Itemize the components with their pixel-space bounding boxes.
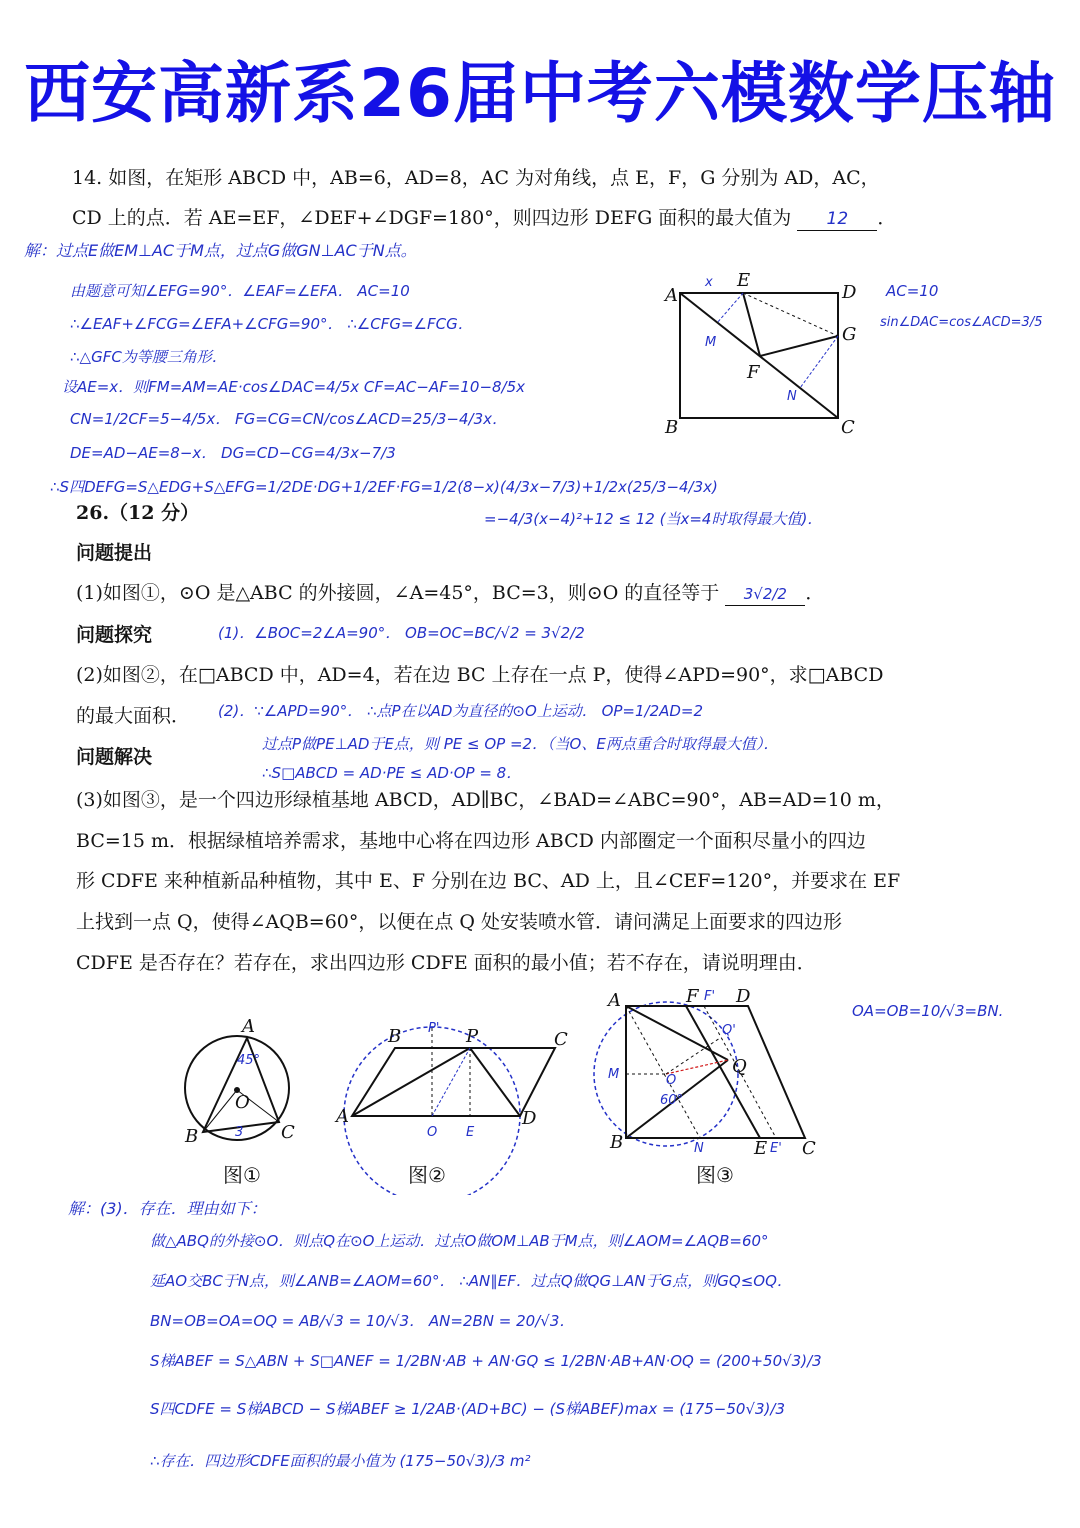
q14-line-2 [72, 205, 896, 231]
q26-sol-line-4: BN=OB=OA=OQ = AB/√3 = 10/√3． AN=2BN = 20/√3． [150, 1312, 575, 1330]
q14-sol-line-2: 由题意可知∠EFG=90°．∠EAF=∠EFA． AC=10 [70, 282, 410, 300]
q26-sol-line-5: S梯ABEF = S△ABN + S□ANEF = 1/2BN·AB + AN·GQ ≤ 1/2BN·AB+AN·OQ = (200+50√3)/3 [150, 1352, 822, 1370]
fig2-pd [470, 1048, 520, 1116]
q14-sol-line-3: ∴∠EAF+∠FCG=∠EFA+∠CFG=90°． ∴∠CFG=∠FCG． [70, 315, 473, 333]
q26-header: 26.（12 分） [76, 502, 200, 524]
q26-section-2: 问题探究 [76, 624, 153, 646]
fig14-label-x: x [705, 275, 713, 290]
q14-sol-line-7: DE=AD−AE=8−x． DG=CD−CG=4/3x−7/3 [70, 444, 396, 462]
fig2-ap [352, 1048, 470, 1116]
q26-part3-line-2: BC=15 m．根据绿植培养需求，基地中心将在四边形 ABCD 内部圈定一个面积尽量小的四边 [76, 830, 866, 852]
fig14-segment-ef [743, 293, 760, 356]
fig1-label-o: O [235, 1092, 250, 1113]
fig14-label-e: E [737, 270, 751, 291]
fig14-label-g: G [842, 324, 857, 345]
fig3-label-c: C [802, 1138, 816, 1159]
fig1-label-c: C [281, 1122, 295, 1143]
q14-sol-line-9: =−4/3(x−4)²+12 ≤ 12 (当x=4时取得最大值)． [484, 510, 823, 528]
q14-sol-line-5: 设AE=x．则FM=AM=AE·cos∠DAC=4/5x CF=AC−AF=10−8/5x [62, 378, 526, 396]
q14-line-2-text: CD 上的点．若 AE=EF，∠DEF+∠DGF=180°，则四边形 DEFG 面积的最大值为 [72, 207, 792, 229]
fig3-label-f: F [686, 988, 699, 1007]
fig3-label-e: E [754, 1138, 768, 1159]
q26-section-1: 问题提出 [76, 542, 153, 564]
q26-part3-line-3: 形 CDFE 来种植新品种植物，其中 E、F 分别在边 BC、AD 上，且∠CEF=120°，并要求在 EF [76, 870, 901, 892]
fig14-label-m: M [705, 335, 717, 350]
q14-line-1: 14. 如图，在矩形 ABCD 中，AB=6，AD=8，AC 为对角线，点 E，F，G 分别为 AD，AC， [72, 167, 880, 189]
q14-sol-line-6: CN=1/2CF=5−4/5x． FG=CG=CN/cos∠ACD=25/3−4/3x． [70, 410, 508, 428]
q26-part2-work-3: ∴S□ABCD = AD·PE ≤ AD·OP = 8． [262, 764, 522, 782]
fig3-diagram [590, 988, 830, 1193]
fig3-label-e-prime: E' [770, 1141, 782, 1156]
fig14-segment-eg [743, 293, 838, 336]
fig3-label-o: O [666, 1073, 677, 1088]
fig14-label-d: D [842, 282, 857, 303]
q26-part1-text: (1)如图①，⊙O 是△ABC 的外接圆，∠A=45°，BC=3，则⊙O 的直径等于 [76, 582, 720, 604]
q26-part1 [76, 580, 824, 606]
fig1-label-a: A [242, 1016, 255, 1037]
fig1-label-angle: 45° [237, 1053, 261, 1068]
q26-part2-line-2: 的最大面积． [76, 705, 191, 727]
q26-part1-end: ． [805, 582, 825, 604]
q26-sol-line-2: 做△ABQ的外接⊙O．则点Q在⊙O上运动．过点O做OM⊥AB于M点，则∠AOM=∠AQB=60° [150, 1232, 769, 1250]
q26-part2-work-2: 过点P做PE⊥AD于E点，则 PE ≤ OP =2．（当O、E两点重合时取得最大值）． [262, 735, 779, 753]
fig14-em [717, 293, 743, 323]
fig3-label-angle: 60° [660, 1093, 684, 1108]
fig2-label-e: E [466, 1125, 475, 1140]
fig14-diagram [655, 268, 870, 448]
fig3-label-q: Q [732, 1056, 747, 1077]
fig1-label-b: B [185, 1126, 199, 1147]
fig3-label-m: M [608, 1067, 620, 1082]
q26-sol-line-6: S四CDFE = S梯ABCD − S梯ABEF ≥ 1/2AB·(AD+BC) − (S梯ABEF)max = (175−50√3)/3 [150, 1400, 786, 1418]
fig3-label-b: B [610, 1132, 624, 1153]
fig2-label-p-prime: P' [428, 1021, 440, 1036]
fig14-note-sin: sin∠DAC=cos∠ACD=3/5 [880, 315, 1043, 330]
q26-part3-line-5: CDFE 是否存在？若存在，求出四边形 CDFE 面积的最小值；若不存在，请说明理由． [76, 952, 816, 974]
fig1-diagram [175, 1010, 315, 1190]
fig2-label-p: P [466, 1026, 479, 1047]
fig3-label-a: A [608, 990, 621, 1011]
fig3-caption: 图③ [696, 1163, 734, 1187]
q26-sol-line-1: 解：(3)．存在．理由如下： [68, 1199, 267, 1218]
fig3-label-n: N [694, 1141, 704, 1156]
fig2-label-d: D [522, 1108, 537, 1129]
fig2-diagram [330, 1010, 570, 1195]
fig2-label-o: O [427, 1125, 438, 1140]
q14-sol-line-4: ∴△GFC为等腰三角形． [70, 348, 227, 366]
fig14-label-b: B [665, 417, 679, 438]
fig14-label-f: F [747, 362, 760, 383]
q26-part2-work-1: (2)．∵∠APD=90°． ∴点P在以AD为直径的⊙O上运动． OP=1/2AD=2 [218, 702, 704, 720]
fig14-label-a: A [665, 285, 678, 306]
fig1-label-bc: 3 [235, 1125, 244, 1140]
fig1-caption: 图① [223, 1163, 261, 1187]
fig2-label-b: B [388, 1026, 402, 1047]
fig3-note: OA=OB=10/√3=BN. [852, 1002, 1004, 1020]
q26-sol-line-3: 延AO交BC于N点，则∠ANB=∠AOM=60°． ∴AN∥EF．过点Q做QG⊥AN于G点，则GQ≤OQ． [150, 1272, 792, 1290]
q26-sol-line-7: ∴存在．四边形CDFE面积的最小值为 (175−50√3)/3 m² [150, 1452, 531, 1470]
q26-part1-answer: 3√2/2 [725, 583, 805, 606]
fig14-segment-fg [760, 336, 838, 356]
q26-part1-work: (1)．∠BOC=2∠A=90°． OB=OC=BC/√2 = 3√2/2 [218, 624, 585, 642]
fig2-caption: 图② [408, 1163, 446, 1187]
page-title: 西安高新系26届中考六模数学压轴 [24, 55, 1056, 132]
q14-answer: 12 [797, 208, 877, 231]
fig2-label-a: A [336, 1106, 349, 1127]
fig14-label-c: C [841, 417, 855, 438]
q26-section-3: 问题解决 [76, 746, 153, 768]
q26-part2-line-1: (2)如图②，在□ABCD 中，AD=4，若在边 BC 上存在一点 P，使得∠APD=90°，求□ABCD [76, 664, 884, 686]
fig14-note-ac: AC=10 [886, 282, 939, 300]
q26-part3-line-4: 上找到一点 Q，使得∠AQB=60°，以便在点 Q 处安装喷水管．请问满足上面要求的四边形 [76, 911, 843, 933]
q14-sol-line-1: 解：过点E做EM⊥AC于M点，过点G做GN⊥AC于N点。 [24, 241, 417, 260]
fig3-oq-prime [666, 1038, 720, 1074]
fig2-label-c: C [554, 1029, 568, 1050]
q14-sol-line-8: ∴S四DEFG=S△EDG+S△EFG=1/2DE·DG+1/2EF·FG=1/2(8−x)(4/3x−7/3)+1/2x(25/3−4/3x) [50, 478, 718, 496]
fig3-label-q-prime: Q' [722, 1023, 736, 1038]
fig14-label-n: N [787, 389, 797, 404]
q26-part3-line-1: (3)如图③，是一个四边形绿植基地 ABCD，AD∥BC，∠BAD=∠ABC=90°，AB=AD=10 m， [76, 789, 895, 811]
fig3-label-d: D [736, 988, 751, 1007]
fig3-label-f-prime: F' [704, 989, 716, 1004]
q14-end: ． [877, 207, 897, 229]
